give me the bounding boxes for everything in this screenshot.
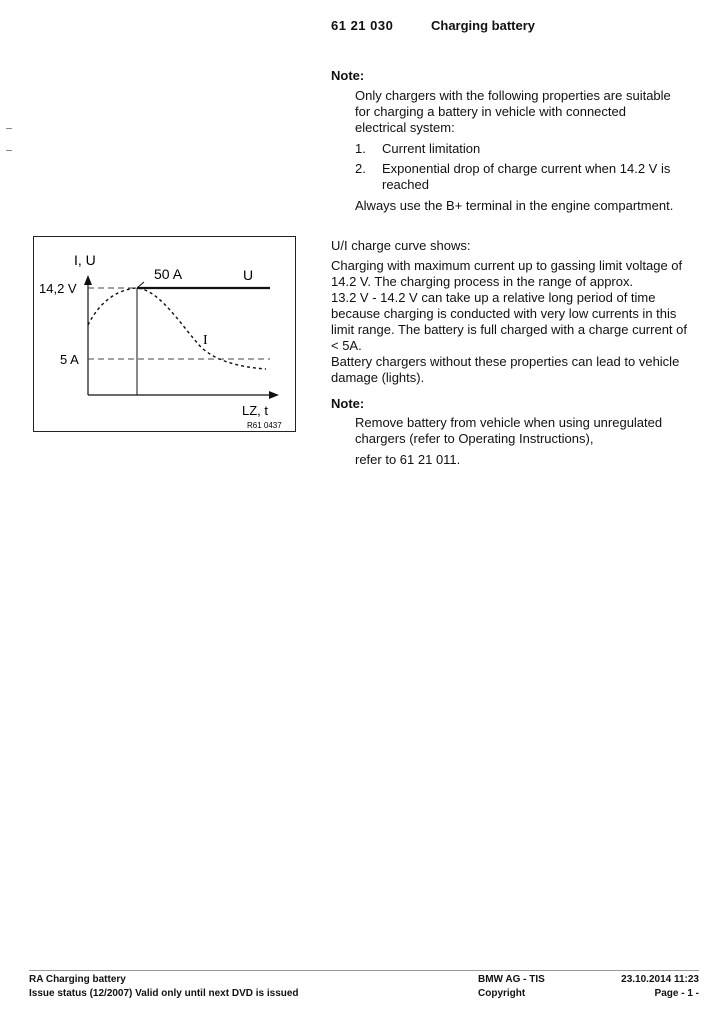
crop-mark xyxy=(6,128,12,129)
i-curve xyxy=(88,288,266,369)
x-axis-arrow xyxy=(269,391,279,399)
always-text: Always use the B+ terminal in the engine compartment. xyxy=(355,198,674,213)
paragraph-line: because charging is conducted with very low currents in this xyxy=(331,306,677,321)
footer-page-number: Page - 1 - xyxy=(654,988,699,999)
list-item xyxy=(382,161,670,193)
footer-left xyxy=(29,973,299,1001)
y-axis-label: I, U xyxy=(74,252,96,268)
paragraph-line: limit range. The battery is full charged with a charge current of xyxy=(331,322,687,337)
list-item: Current limitation xyxy=(382,141,481,156)
list-item-line: reached xyxy=(382,177,429,192)
list-number: 2. xyxy=(355,161,366,176)
u-curve-label: U xyxy=(243,267,254,283)
note-heading: Note: xyxy=(331,396,365,411)
footer-publisher: BMW AG - TIS xyxy=(478,974,545,985)
note-line: chargers (refer to Operating Instructions), xyxy=(355,431,594,446)
figure-code: R61 0437 xyxy=(247,421,282,430)
x-axis-label: LZ, t xyxy=(242,403,269,418)
footer-date: 23.10.2014 11:23 xyxy=(621,974,699,985)
note-heading: Note: xyxy=(331,68,365,83)
curve-heading: U/I charge curve shows: xyxy=(331,238,471,253)
footer-right xyxy=(599,973,699,1001)
paragraph-line: 13.2 V - 14.2 V can take up a relative long period of time xyxy=(331,290,656,305)
paragraph-line: Battery chargers without these properties can lead to vehicle xyxy=(331,354,680,369)
charge-curve-figure xyxy=(33,236,296,432)
footer-issue-status: Issue status (12/2007) Valid only until next DVD is issued xyxy=(29,988,299,999)
note-intro-line: for charging a battery in vehicle with connected xyxy=(355,104,626,119)
paragraph-line: Charging with maximum current up to gassing limit voltage of xyxy=(331,258,683,273)
footer-divider xyxy=(29,970,699,971)
note-intro-line: Only chargers with the following properties are suitable xyxy=(355,88,671,103)
footer-copyright: Copyright xyxy=(478,988,526,999)
i-curve-label: I xyxy=(203,333,208,348)
list-number: 1. xyxy=(355,141,366,156)
note-remove xyxy=(355,415,662,447)
note-intro xyxy=(355,88,671,136)
peak-current-label: 50 A xyxy=(154,266,183,282)
refer-link[interactable]: refer to 61 21 011. xyxy=(355,452,461,467)
document-title: Charging battery xyxy=(431,18,536,33)
crop-mark xyxy=(6,150,12,151)
document-number: 61 21 030 xyxy=(331,18,394,33)
paragraph-charging xyxy=(331,258,687,354)
paragraph-line: 14.2 V. The charging process in the range of approx. xyxy=(331,274,634,289)
footer-middle xyxy=(478,973,545,1001)
charge-curve-chart xyxy=(34,237,295,431)
footer-doc-title: RA Charging battery xyxy=(29,974,126,985)
voltage-tick-label: 14,2 V xyxy=(39,281,77,296)
list-item-line: Exponential drop of charge current when 14.2 V is xyxy=(382,161,671,176)
note-line: Remove battery from vehicle when using unregulated xyxy=(355,415,663,430)
paragraph-warning xyxy=(331,354,679,386)
y-axis-arrow xyxy=(84,275,92,285)
paragraph-line: damage (lights). xyxy=(331,370,425,385)
current-tick-label: 5 A xyxy=(60,352,79,367)
note-intro-line: electrical system: xyxy=(355,120,455,135)
paragraph-line: < 5A. xyxy=(331,338,362,353)
